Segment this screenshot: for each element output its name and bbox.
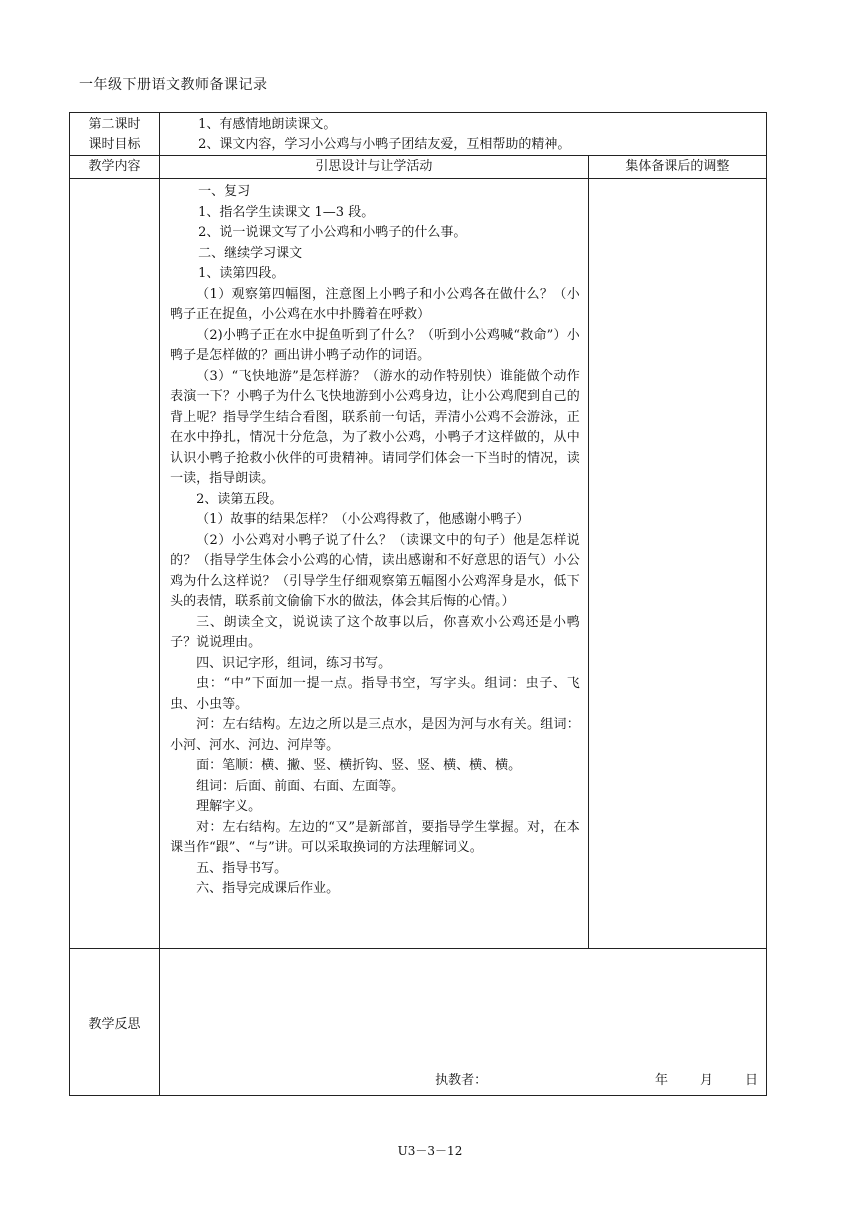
reflection-row — [70, 949, 767, 1096]
page-footer-code: U3－3－12 — [397, 1144, 463, 1158]
page-header-title: 一年级下册语文教师备课记录 — [79, 77, 268, 93]
date-fields — [623, 1069, 758, 1088]
goal-row — [70, 113, 767, 156]
goal-item: 2、课文内容，学习小公鸡与小鸭子团结友爱，互相帮助的精神。 — [198, 137, 571, 152]
adjust-empty-cell — [588, 179, 766, 949]
lesson-paragraph: 四、识记字形，组词，练习书写。 — [196, 655, 392, 671]
goal-item: 1、有感情地朗读课文。 — [198, 117, 337, 132]
lesson-paragraph: 理解字义。 — [196, 799, 262, 814]
lesson-paragraph: 三、朗读全文，说说读了这个故事以后，你喜欢小公鸡还是小鸭子？说说理由。 — [170, 614, 580, 650]
lesson-body-row — [70, 179, 767, 949]
content-empty-cell — [70, 179, 160, 949]
lesson-paragraph: 面：笔顺：横、撇、竖、横折钩、竖、竖、横、横、横。 — [196, 758, 522, 773]
lesson-paragraph: 对：左右结构。左边的“又”是新部首，要指导学生掌握。对，在本课当作“跟”、“与”讲。可以采取换词的方法理解词义。 — [170, 819, 580, 855]
activity-cell — [160, 179, 589, 949]
lesson-paragraph: 2、说一说课文写了小公鸡和小鸭子的什么事。 — [198, 225, 467, 240]
goal-label: 课时目标 — [88, 137, 141, 152]
lesson-number-label: 第二课时 — [88, 117, 141, 132]
lesson-paragraph: （1）故事的结果怎样？（小公鸡得救了，他感谢小鸭子） — [196, 512, 530, 527]
teacher-signature-label: 执教者： — [435, 1073, 488, 1088]
reflection-area — [160, 949, 767, 1096]
column-header-activity: 引思设计与让学活动 — [160, 156, 589, 179]
lesson-paragraph: （2）小公鸡对小鸭子说了什么？（读课文中的句子）他是怎样说的？（指导学生体会小公鸡的心情，读出感谢和不好意思的语气）小公鸡为什么这样说？（引导学生仔细观察第五幅图小公鸡浑身是水，低下头的表情，联系前文偷偷下水的做法，体会其后悔的心情。） — [170, 532, 580, 609]
lesson-paragraph: 五、指导书写。 — [196, 860, 288, 876]
lesson-paragraph: 一、复习 — [198, 184, 251, 199]
lesson-paragraph: （2)小鸭子正在水中捉鱼听到了什么？（听到小公鸡喊“救命”）小鸭子是怎样做的？画出讲小鸭子动作的词语。 — [170, 327, 580, 363]
goal-label-cell — [70, 113, 160, 156]
goal-content-cell — [160, 113, 767, 156]
lesson-paragraph: 二、继续学习课文 — [198, 245, 303, 261]
day-label: 日 — [744, 1073, 758, 1088]
month-label: 月 — [699, 1073, 713, 1088]
lesson-paragraph: 六、指导完成课后作业。 — [196, 881, 340, 896]
column-header-adjust: 集体备课后的调整 — [588, 156, 766, 179]
lesson-paragraph: （3）“飞快地游”是怎样游？（游水的动作特别快）谁能做个动作表演一下？小鸭子为什么飞快地游到小公鸡身边，让小公鸡爬到自己的背上呢？指导学生结合看图，联系前一句话，弄清小公鸡不会游泳，正在水中挣扎，情况十分危急，为了救小公鸡，小鸭子才这样做的，从中认识小鸭子抢救小伙伴的可贵精神。请同学们体会一下当时的情况，读一读，指导朗读。 — [170, 368, 580, 486]
lesson-paragraph: 虫：“中”下面加一提一点。指导书空，写字头。组词：虫子、飞虫、小虫等。 — [170, 676, 580, 712]
lesson-paragraph: 1、读第四段。 — [198, 266, 285, 281]
lesson-paragraph: （1）观察第四幅图，注意图上小鸭子和小公鸡各在做什么？（小鸭子正在捉鱼，小公鸡在水中扑腾着在呼救） — [170, 286, 580, 322]
column-header-row — [70, 156, 767, 179]
lesson-paragraph: 河：左右结构。左边之所以是三点水，是因为河与水有关。组词：小河、河水、河边、河岸等。 — [170, 717, 580, 753]
lesson-plan-table — [69, 112, 767, 1096]
lesson-paragraph: 1、指名学生读课文 1—3 段。 — [198, 204, 375, 220]
reflection-label: 教学反思 — [70, 949, 160, 1096]
lesson-paragraph: 组词：后面、前面、右面、左面等。 — [196, 778, 405, 794]
lesson-paragraph: 2、读第五段。 — [196, 491, 283, 507]
column-header-content: 教学内容 — [70, 156, 160, 179]
year-label: 年 — [654, 1073, 668, 1088]
